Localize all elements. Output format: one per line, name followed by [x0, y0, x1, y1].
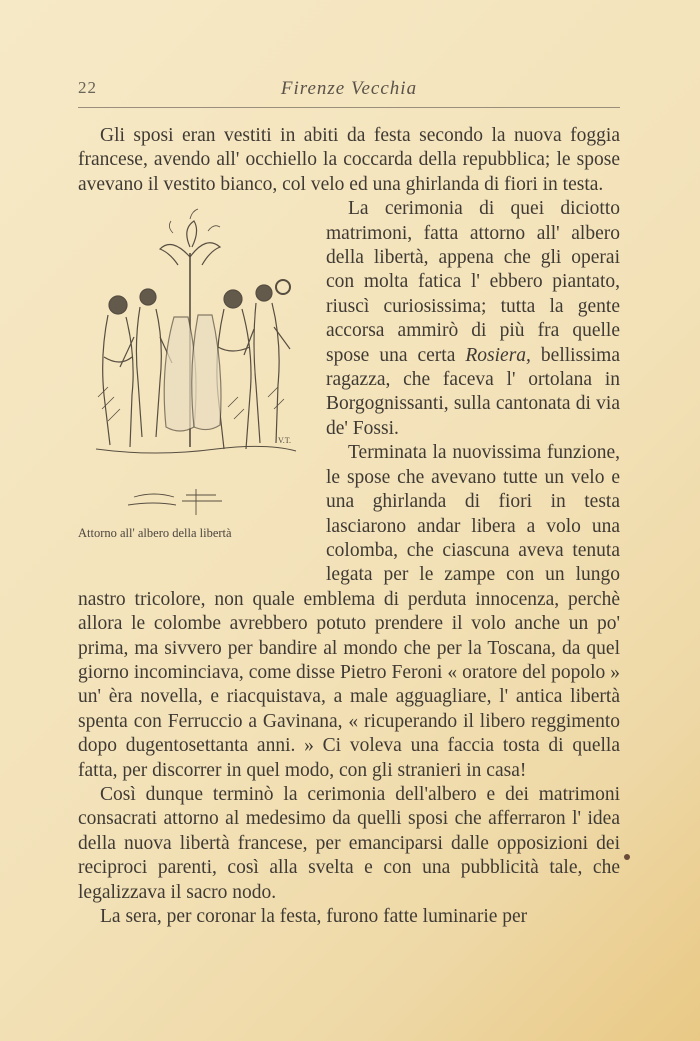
paragraph: Terminata la nuovissima funzione, le spose che avevano tutte un velo e una ghirlanda di fiori in testa lasciarono andar libera a volo una colomba, che ciascuna aveva tenuta legata per le zampe con un lungo nastro tricolore, non quale emblema di perduta innocenza, perchè allora le colombe avrebbero potuto prendere il volo anche un po' prima, ma sivvero per bandire al mondo che per la Toscana, da quel giorno incominciava, come disse Pietro Feroni « oratore del popolo » un' èra novella, e riacquistava, a male agguagliare, l' antica libertà spenta con Ferruccio a Gavinana, « ricuperando il libero reggimento dopo dugentosettanta anni. » Ci voleva una faccia tosta di quella fatta, per discorrer in quel modo, con gli stranieri in casa!: [78, 442, 620, 781]
illustration-drawing: [78, 197, 310, 517]
paragraph: La sera, per coronar la festa, furono fatte luminarie per: [100, 906, 528, 927]
paragraph: Così dunque terminò la cerimonia dell'albero e dei matrimoni consacrati attorno al medesimo da quelli sposi che afferraron l' idea della nuova libertà francese, per emanciparsi dalle opposizioni dei reciproci parenti, così alla svelta e con una pubblicità tale, che legalizzava il sacro nodo.: [78, 783, 620, 903]
ink-spot: [624, 854, 630, 860]
paragraph: La cerimonia di quei diciotto matrimoni, fatta attorno all' albero della libertà, appena che gli operai con molta fatica l' ebbero piantato, riuscì curiosissima; tutta la gente accorsa ammirò di più fra quelle spose una certa Rosiera, bellissima ragazza, che faceva l' ortolana in Borgognissanti, sulla cantonata di via de' Fossi.: [326, 198, 620, 439]
body-text: [78, 124, 620, 929]
artist-signature: V.T.: [278, 436, 292, 446]
paragraph: Gli sposi eran vestiti in abiti da festa secondo la nuova foggia francese, avendo all' occhiello la coccarda della repubblica; le spose avevano il vestito bianco, col velo ed una ghirlanda di fiori in testa.: [78, 125, 620, 195]
illustration: [78, 197, 310, 585]
running-title: Firenze Vecchia: [280, 78, 418, 99]
emphasis-rosiera: Rosiera,: [465, 344, 531, 366]
figure-caption: Attorno all' albero della libertà: [78, 526, 232, 541]
page-number: 22: [78, 78, 97, 97]
header-rule: [78, 107, 620, 108]
page-header: [78, 78, 620, 104]
